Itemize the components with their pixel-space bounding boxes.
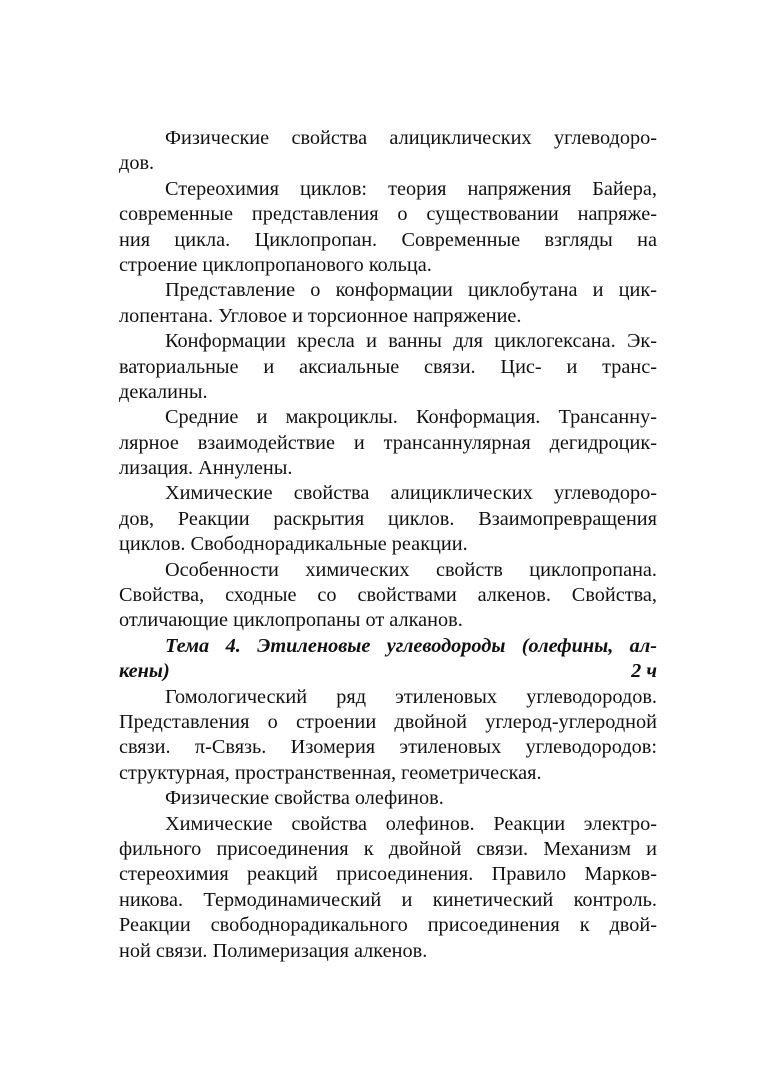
paragraph — [119, 481, 657, 557]
text-line: никова. Термодинамический и кинетический контроль. — [119, 888, 657, 911]
paragraph — [119, 558, 657, 634]
text-line: Свойства, сходные со свойствами алкенов. Свойства, — [119, 584, 657, 607]
text-line: связи. π-Связь. Изомерия этиленовых углеводородов: — [119, 736, 657, 759]
heading-hours: 2 ч — [631, 660, 657, 683]
text-line: Физические свойства олефинов. — [165, 787, 444, 810]
text-line: строение циклопропанового кольца. — [119, 253, 432, 276]
heading-title-row — [119, 659, 657, 684]
text-line: структурная, пространственная, геометрическая. — [119, 761, 542, 784]
text-line: ния цикла. Циклопропан. Современные взгляды на — [119, 228, 657, 251]
paragraph — [119, 685, 657, 787]
text-line: Химические свойства алициклических углеводоро- — [165, 482, 657, 505]
text-line: дов, Реакции раскрытия циклов. Взаимопревращения — [119, 507, 657, 530]
text-line: стереохимия реакций присоединения. Правило Марков- — [119, 863, 657, 886]
heading-title-end: кены) — [119, 660, 170, 683]
paragraph — [119, 329, 657, 405]
text-line: Гомологический ряд этиленовых углеводородов. — [165, 685, 657, 708]
text-line: отличающие циклопропаны от алканов. — [119, 609, 463, 632]
paragraph — [119, 177, 657, 279]
text-line: фильного присоединения к двойной связи. Механизм и — [119, 837, 657, 860]
page-text — [119, 126, 657, 964]
text-line: Физические свойства алициклических углеводоро- — [165, 127, 657, 149]
text-line: лизация. Аннулены. — [119, 457, 293, 480]
text-line: дов. — [119, 152, 155, 175]
heading-title-line: Тема 4. Этиленовые углеводороды (олефины, ал- — [165, 634, 657, 657]
text-line: декалины. — [119, 380, 208, 403]
text-line: Особенности химических свойств циклопропана. — [165, 558, 657, 581]
paragraph — [119, 786, 657, 811]
text-line: Реакции свободнорадикального присоединения к двой- — [119, 914, 657, 937]
text-line: циклов. Свободнорадикальные реакции. — [119, 533, 468, 556]
text-line: современные представления о существовании напряже- — [119, 203, 657, 226]
text-line: Химические свойства олефинов. Реакции электро- — [165, 812, 657, 835]
text-line: Представления о строении двойной углерод-углеродной — [119, 710, 657, 733]
paragraph — [119, 405, 657, 481]
text-line: ваториальные и аксиальные связи. Цис- и транс- — [119, 355, 657, 378]
text-line: ной связи. Полимеризация алкенов. — [119, 939, 428, 962]
paragraph — [119, 126, 657, 177]
text-line: лопентана. Угловое и торсионное напряжение. — [119, 304, 522, 327]
text-line: Представление о конформации циклобутана и цик- — [165, 279, 657, 302]
section-heading — [119, 634, 657, 685]
paragraph — [119, 278, 657, 329]
paragraph — [119, 812, 657, 964]
text-line: Средние и макроциклы. Конформация. Трансанну- — [165, 406, 657, 429]
text-line: лярное взаимодействие и трансаннулярная дегидроцик- — [119, 431, 657, 454]
text-line: Стереохимия циклов: теория напряжения Байера, — [165, 177, 657, 200]
text-line: Конформации кресла и ванны для циклогексана. Эк- — [165, 330, 657, 353]
